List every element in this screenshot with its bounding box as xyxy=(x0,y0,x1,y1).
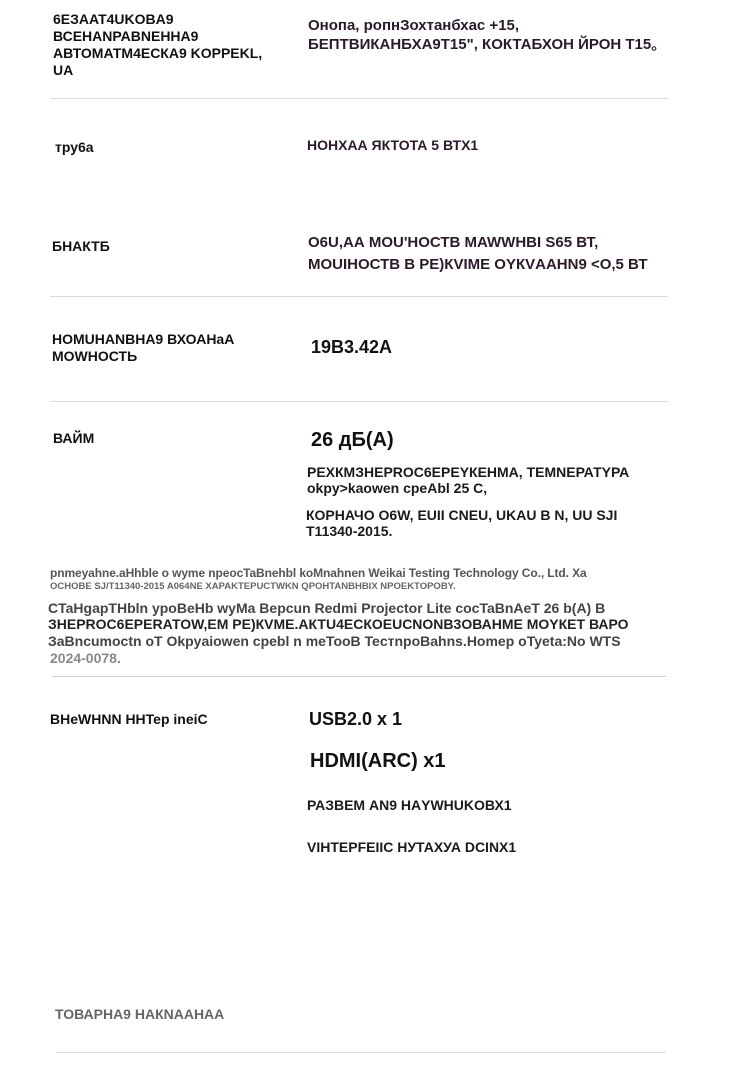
port-hdmi: HDMI(ARC) x1 xyxy=(310,750,446,772)
footer-label: ТОВАРНА9 НАКNААНАА xyxy=(55,1006,225,1022)
divider xyxy=(50,98,668,99)
ports-label: BHeWHNN HHTep ineiC xyxy=(50,711,208,727)
note-line-1: pnmeyahne.aHhble o wyme npeocTaBnehbl koMnahnen Weikai Testing Technology Co., Ltd. Xa xyxy=(50,566,587,580)
note-line-6: 2024-0078. xyxy=(50,650,121,666)
input-power-label: НОМUНАNВНА9 ВХОАНаА МОWНОСТЬ xyxy=(52,331,235,364)
note-line-2: OCHOBE SJ/T11340-2015 A064NE XAPAKTEPUCTWKN QPOHTANBHBIX NPOEKTOPOBY. xyxy=(50,581,456,592)
noise-label: ВАЙМ xyxy=(53,430,95,446)
note-line-3: CTaHgapTHbln ypoBeHb wyMa Bepcun Redmi Projector Lite cocTaBnAeT 26 b(A) B xyxy=(48,600,606,616)
port-dc: VIНТЕРFEIIC НУТАХУА DCINХ1 xyxy=(307,839,517,855)
port-usb: USB2.0 x 1 xyxy=(309,709,403,729)
note-line-4: ЗНЕРRОС6ЕРЕRАТОW,ЕМ РЕ)КVМЕ.АКТU4ЕСКОЕUСNОNВ3ОВАНМЕ МОYКЕТ ВАРО xyxy=(48,616,629,632)
tube-value: НОНХАА ЯКТОТА 5 ВТХ1 xyxy=(307,137,479,153)
noise-value: 26 дБ(А) xyxy=(311,429,394,451)
tube-label: тру6а xyxy=(55,139,94,155)
power-label: БНАКТБ xyxy=(52,238,110,254)
note-line-5: ЗаВncumoctn oT Okpyaiowen cpebl n meTooB TecтnpoBahns.Homep oTyeta:No WTS xyxy=(48,633,621,649)
divider xyxy=(52,676,666,677)
noise-detail-1: РЕХКМЗНЕРRОС6ЕРЕYКЕНМА, ТЕМNЕРАТYРА okpy>kaowen cpeAbl 25 C, xyxy=(307,464,630,496)
wireless-value: Онопа, ропнЗохтанбхас +15, БЕПТВИКАНБХА9Т15", КОКТАБХОН ЙРОН Т15。 xyxy=(308,17,667,53)
divider xyxy=(50,401,668,402)
divider xyxy=(56,1052,666,1053)
divider xyxy=(50,296,668,297)
noise-detail-2: КОРНАЧО О6W, EUII CNEU, UKAU B N, UU SJI T11340-2015. xyxy=(306,507,618,539)
input-power-value: 19В3.42А xyxy=(311,337,393,357)
wireless-label: 6ЕЗAAT4UKOBA9 ВСЕНАNPABNEHHA9 АВТОМАТМ4ЕСКА9 KOPPEKL, UA xyxy=(53,11,263,78)
port-audio: РАЗВЕМ АN9 НАYWНUKОВХ1 xyxy=(307,797,512,813)
power-value: О6U,АА МОU'НОСТВ MAWWHBI S65 ВТ, МОUIНОСТВ В РЕ)КVIМЕ ОYКVААНN9 <О,5 ВТ xyxy=(308,234,648,273)
